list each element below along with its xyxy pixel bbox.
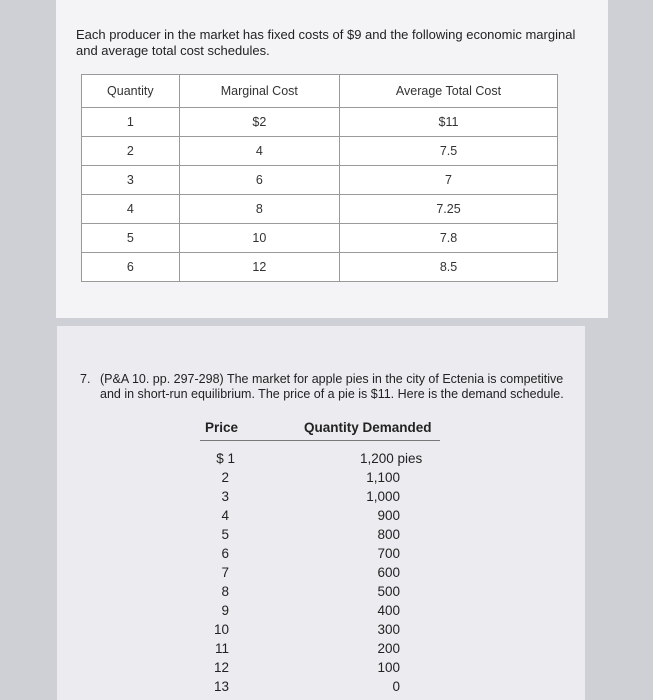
average-total-cost-cell: 7.25 — [340, 195, 558, 224]
demand-row — [200, 641, 440, 660]
table-row — [82, 137, 558, 166]
demand-row — [200, 508, 440, 527]
header-marginal-cost: Marginal Cost — [179, 75, 339, 108]
demand-row — [200, 603, 440, 622]
demand-row — [200, 565, 440, 584]
cost-table-header-row — [82, 75, 558, 108]
question-number: 7. — [80, 372, 91, 386]
price-cell: 6 — [221, 546, 229, 561]
marginal-cost-cell: 6 — [179, 166, 339, 195]
quantity-demanded-cell: 300 — [377, 622, 400, 637]
quantity-cell: 1 — [82, 108, 180, 137]
price-cell: 8 — [221, 584, 229, 599]
demand-schedule — [200, 418, 440, 698]
table-row — [82, 195, 558, 224]
intro-text: Each producer in the market has fixed costs of $9 and the following economic marginal and average total cost schedules. — [76, 27, 576, 58]
question-7 — [80, 372, 570, 402]
price-cell: 2 — [221, 470, 229, 485]
price-cell: 3 — [221, 489, 229, 504]
average-total-cost-cell: 7.8 — [340, 224, 558, 253]
quantity-demanded-cell: 100 — [377, 660, 400, 675]
demand-row — [200, 584, 440, 603]
table-row — [82, 224, 558, 253]
price-cell: 4 — [221, 508, 229, 523]
quantity-demanded-cell: 0 — [392, 679, 400, 694]
table-row — [82, 108, 558, 137]
demand-row — [200, 489, 440, 508]
quantity-demanded-cell: 1,000 — [366, 489, 400, 504]
table-row — [82, 253, 558, 282]
demand-header — [200, 418, 440, 441]
quantity-demanded-cell: 900 — [377, 508, 400, 523]
header-quantity-demanded: Quantity Demanded — [304, 420, 432, 435]
price-cell: 10 — [213, 622, 229, 637]
quantity-demanded-cell: 600 — [377, 565, 400, 580]
average-total-cost-cell: 7.5 — [340, 137, 558, 166]
cost-schedule-table — [81, 74, 558, 282]
quantity-demanded-cell: 800 — [377, 527, 400, 542]
table-row — [82, 166, 558, 195]
demand-rows — [200, 451, 440, 698]
price-cell: $ 1 — [216, 451, 235, 466]
quantity-cell: 5 — [82, 224, 180, 253]
average-total-cost-cell: 7 — [340, 166, 558, 195]
quantity-demanded-cell: 1,100 — [366, 470, 400, 485]
average-total-cost-cell: 8.5 — [340, 253, 558, 282]
quantity-demanded-cell: 200 — [377, 641, 400, 656]
average-total-cost-cell: $11 — [340, 108, 558, 137]
demand-row — [200, 527, 440, 546]
quantity-cell: 2 — [82, 137, 180, 166]
demand-row — [200, 660, 440, 679]
quantity-demanded-cell: 1,200 pies — [360, 451, 423, 466]
quantity-cell: 6 — [82, 253, 180, 282]
marginal-cost-cell: 4 — [179, 137, 339, 166]
quantity-demanded-cell: 500 — [377, 584, 400, 599]
demand-row — [200, 679, 440, 698]
demand-row — [200, 546, 440, 565]
demand-row — [200, 451, 440, 470]
marginal-cost-cell: 12 — [179, 253, 339, 282]
header-price: Price — [205, 420, 239, 435]
price-cell: 9 — [221, 603, 229, 618]
price-cell: 13 — [213, 679, 229, 694]
quantity-demanded-cell: 400 — [377, 603, 400, 618]
demand-row — [200, 622, 440, 641]
price-cell: 11 — [214, 641, 229, 656]
price-cell: 7 — [221, 565, 229, 580]
quantity-cell: 3 — [82, 166, 180, 195]
price-cell: 12 — [213, 660, 229, 675]
header-quantity: Quantity — [82, 75, 180, 108]
header-average-total-cost: Average Total Cost — [340, 75, 558, 108]
marginal-cost-cell: $2 — [179, 108, 339, 137]
quantity-cell: 4 — [82, 195, 180, 224]
marginal-cost-cell: 8 — [179, 195, 339, 224]
question-text: (P&A 10. pp. 297-298) The market for apple pies in the city of Ectenia is competitive and in short-run equilibrium. The price of a pie is $11. Here is the demand schedule. — [100, 372, 564, 401]
quantity-demanded-cell: 700 — [377, 546, 400, 561]
demand-row — [200, 470, 440, 489]
marginal-cost-cell: 10 — [179, 224, 339, 253]
price-cell: 5 — [221, 527, 229, 542]
